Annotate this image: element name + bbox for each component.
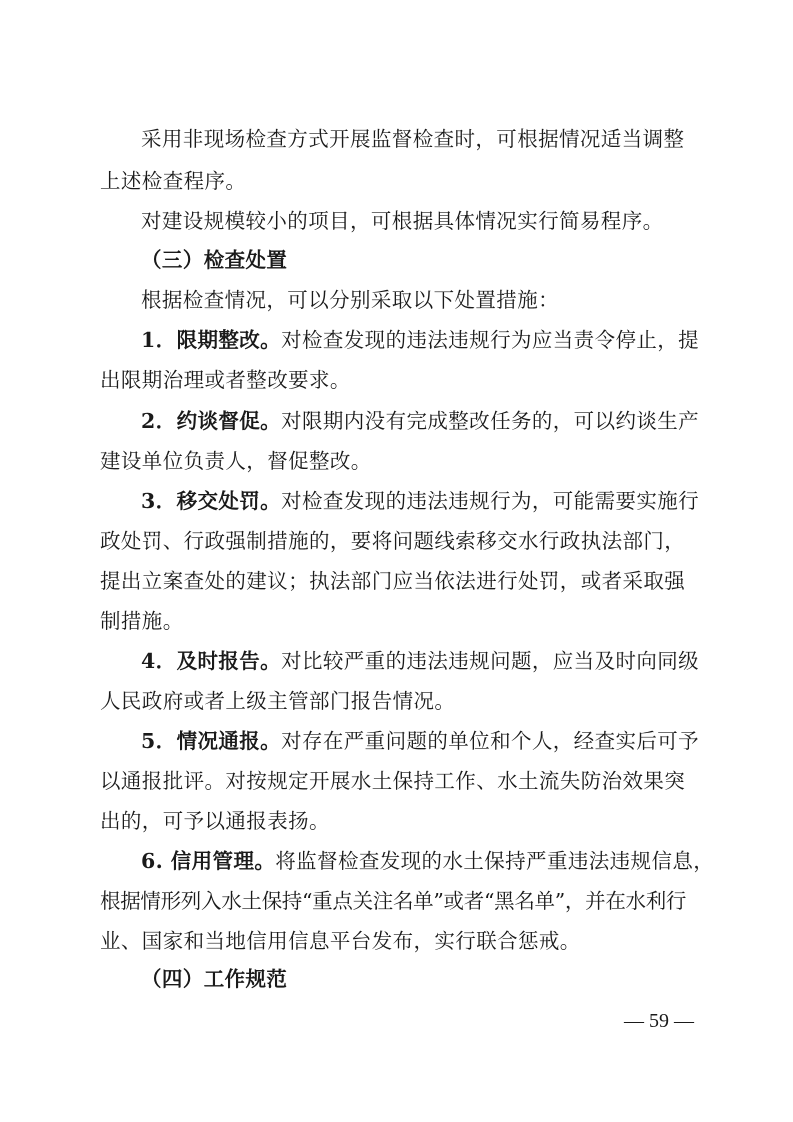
paragraph-line: 人民政府或者上级主管部门报告情况。 <box>100 689 456 713</box>
list-item-2-text: 对限期内没有完成整改任务的，可以约谈生产 <box>281 409 700 433</box>
list-item-2-title: 2．约谈督促。 <box>141 409 282 433</box>
list-item-1-text: 对检查发现的违法违规行为应当责令停止，提 <box>281 328 700 352</box>
list-item-3-text: 对检查发现的违法违规行为，可能需要实施行 <box>281 489 700 513</box>
paragraph-line: 上述检查程序。 <box>100 169 247 193</box>
paragraph-line: 业、国家和当地信用信息平台发布，实行联合惩戒。 <box>100 929 581 953</box>
paragraph-line: 提出立案查处的建议；执法部门应当依法进行处罚，或者采取强 <box>100 569 686 593</box>
list-item-4-text: 对比较严重的违法违规问题，应当及时向同级 <box>281 649 700 673</box>
paragraph-line: 政处罚、行政强制措施的，要将问题线索移交水行政执法部门， <box>100 529 686 553</box>
list-item-1-title: 1．限期整改。 <box>141 328 282 352</box>
list-item-6 <box>141 846 741 876</box>
paragraph-line: 出限期治理或者整改要求。 <box>100 368 351 392</box>
paragraph-line: 采用非现场检查方式开展监督检查时，可根据情况适当调整 <box>141 127 685 151</box>
list-item-4 <box>141 646 741 676</box>
paragraph-line: 制措施。 <box>100 609 184 633</box>
page-number: — 59 — <box>624 1010 694 1032</box>
section-heading-4: （四）工作规范 <box>141 967 288 991</box>
paragraph-line: 建设单位负责人，督促整改。 <box>100 449 372 473</box>
list-item-5 <box>141 726 741 756</box>
list-item-6-title: 6. 信用管理。 <box>141 849 276 873</box>
list-item-4-title: 4．及时报告。 <box>141 649 282 673</box>
paragraph-line: 出的，可予以通报表扬。 <box>100 809 330 833</box>
list-item-1 <box>141 325 741 355</box>
list-item-5-text: 对存在严重问题的单位和个人，经查实后可予 <box>281 729 700 753</box>
paragraph-line: 根据检查情况，可以分别采取以下处置措施： <box>141 288 559 312</box>
list-item-2 <box>141 406 741 436</box>
paragraph-line: 对建设规模较小的项目，可根据具体情况实行简易程序。 <box>141 209 664 233</box>
section-heading-3: （三）检查处置 <box>141 248 288 272</box>
paragraph-line: 根据情形列入水土保持“重点关注名单”或者“黑名单”，并在水利行 <box>100 889 687 913</box>
list-item-5-title: 5．情况通报。 <box>141 729 282 753</box>
paragraph-line: 以通报批评。对按规定开展水土保持工作、水土流失防治效果突 <box>100 769 686 793</box>
list-item-3-title: 3．移交处罚。 <box>141 489 282 513</box>
list-item-6-text: 将监督检查发现的水土保持严重违法违规信息， <box>275 849 715 873</box>
list-item-3 <box>141 486 741 516</box>
